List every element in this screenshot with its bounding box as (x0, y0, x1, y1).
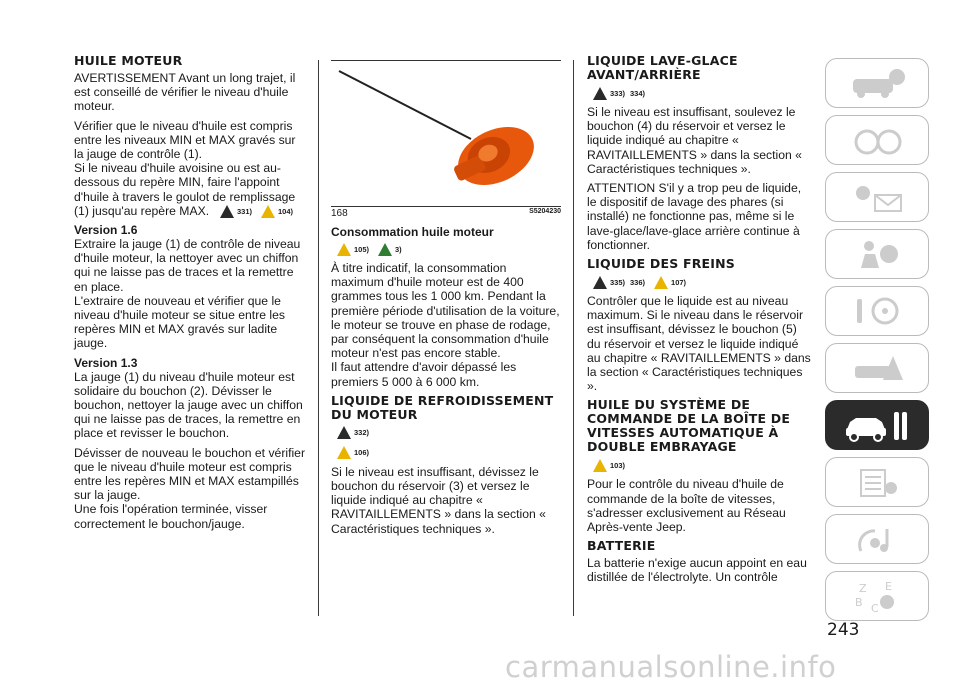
heading-battery: BATTERIE (587, 538, 656, 554)
heading-engine-oil: HUILE MOTEUR (74, 53, 183, 68)
caution-icon (593, 459, 607, 472)
car-info-icon (847, 67, 907, 99)
watermark: carmanualsonline.info (505, 650, 837, 684)
tab-car-info[interactable] (825, 58, 929, 108)
page-number: 243 (827, 620, 860, 640)
heading-washer-fluid: LIQUIDE LAVE-GLACE AVANT/ARRIÈRE (587, 53, 738, 82)
figure-number: 168 (331, 208, 348, 219)
warning-refs: 333) 334) (593, 85, 813, 101)
tab-emergency[interactable] (825, 343, 929, 393)
steering-icon (847, 295, 907, 327)
caution-icon (261, 205, 275, 218)
paragraph: À titre indicatif, la consommation maximum d'huile moteur est de 400 grammes tous les 1 000 km. Pendant la première période d'utilisation de la voiture, le moteur se trouve en phase de rodage, par conséquent la consommation d'huile moteur n'est pas encore stable. Il faut attendre d'avoir dépassé les premiers 5 000 à 6 000 km. (331, 261, 560, 389)
svg-text:Z: Z (859, 582, 867, 595)
column-divider (318, 60, 319, 616)
warning-refs: 106) (337, 445, 561, 461)
dashboard-icon (847, 124, 907, 156)
paragraph: La batterie n'exige aucun appoint en eau distillée de l'électrolyte. Un contrôle (587, 556, 807, 585)
chapter-tabs (825, 58, 930, 628)
warning-refs: 105) 3) (337, 241, 561, 257)
subheading-version-13: Version 1.3 (74, 355, 138, 370)
warning-refs: 331) 104) (220, 203, 306, 219)
car-wrench-icon (842, 408, 912, 442)
warning-refs: 335) 336) 107) (593, 274, 813, 290)
svg-text:C: C (871, 602, 879, 614)
tab-driving[interactable] (825, 286, 929, 336)
warning-refs: 332) (337, 425, 561, 441)
airbag-icon (847, 238, 907, 270)
svg-text:B: B (855, 596, 863, 609)
caution-icon (337, 243, 351, 256)
warning-refs: 103) (593, 457, 813, 473)
warning-car-icon (847, 352, 907, 384)
paragraph: AVERTISSEMENT Avant un long trajet, il est conseillé de vérifier le niveau d'huile moteur. (74, 71, 296, 114)
figure-code: S5204230 (529, 208, 561, 215)
caution-icon (654, 276, 668, 289)
column-left (74, 54, 306, 536)
tab-safety[interactable] (825, 229, 929, 279)
index-icon (847, 578, 907, 614)
tab-dashboard[interactable] (825, 115, 929, 165)
paragraph: Extraire la jauge (1) de contrôle de niveau d'huile moteur, la nettoyer avec un chiffon qui ne laisse pas de traces et la remettre en place. L'extraire de nouveau et vérifier que le niveau d'huile moteur se situe entre les repères MIN et MAX gravés sur ladite jauge. (74, 237, 301, 351)
figure-caption (331, 208, 561, 219)
spec-list-icon (847, 466, 907, 498)
tab-maintenance[interactable] (825, 400, 929, 450)
tab-technical-specs[interactable] (825, 457, 929, 507)
dipstick-cap-illustration (331, 61, 561, 206)
tab-index[interactable] (825, 571, 929, 621)
paragraph: Pour le contrôle du niveau d'huile de commande de la boîte de vitesses, s'adresser exclusivement au Réseau Après-vente Jeep. (587, 477, 786, 535)
paragraph: La jauge (1) du niveau d'huile moteur est solidaire du bouchon (2). Dévisser le bouchon, nettoyer la jauge avec un chiffon qui ne laisse pas de traces, la remettre en place et revisser le bouchon. (74, 369, 303, 441)
paragraph: Si le niveau est insuffisant, soulevez le bouchon (4) du réservoir et versez le liquide indiqué au chapitre « RAVITAILLEMENTS » dans la section « Caractéristiques techniques ». (587, 105, 802, 176)
figure-oil-dipstick (331, 60, 561, 207)
tab-lights-messages[interactable] (825, 172, 929, 222)
lights-mail-icon (847, 181, 907, 213)
danger-icon (593, 87, 607, 100)
environment-icon (378, 243, 392, 256)
heading-gearbox-oil: HUILE DU SYSTÈME DE COMMANDE DE LA BOÎTE DE VITESSES AUTOMATIQUE À DOUBLE EMBRAYAGE (587, 397, 791, 455)
paragraph: Contrôler que le liquide est au niveau maximum. Si le niveau dans le réservoir est insuffisant, dévissez le bouchon (5) du réservoir et versez le liquide indiqué au chapitre « RAVITAILLEMENTS » dans la section « Caractéristiques techniques ». (587, 294, 811, 394)
column-right (587, 54, 813, 590)
multimedia-icon (847, 523, 907, 555)
column-divider (573, 60, 574, 616)
heading-brake-fluid: LIQUIDE DES FREINS (587, 256, 735, 272)
svg-text:E: E (885, 580, 892, 593)
danger-icon (337, 426, 351, 439)
paragraph: Si le niveau est insuffisant, dévissez le bouchon du réservoir (3) et versez le liquide indiqué au chapitre « RAVITAILLEMENTS » dans la section « Caractéristiques techniques ». (331, 464, 546, 536)
paragraph: Vérifier que le niveau d'huile est compris entre les niveaux MIN et MAX gravés sur la jauge de contrôle (1). Si le niveau d'huile avoisine ou est au-dessous du repère MIN, faire l'appoint d'huile à travers le goulot de remplissage (1) jusqu'au repère MAX. (74, 118, 296, 218)
heading-coolant: LIQUIDE DE REFROIDISSEMENT DU MOTEUR (331, 392, 554, 422)
danger-icon (593, 276, 607, 289)
caution-icon (337, 446, 351, 459)
paragraph: ATTENTION S'il y a trop peu de liquide, le dispositif de lavage des phares (si installé) ne fonctionne pas, même si le lave-glace/lave-glace arrière continue à fonctionner. (587, 181, 802, 252)
subheading-version-16: Version 1.6 (74, 223, 138, 238)
column-middle (331, 54, 561, 541)
tab-multimedia[interactable] (825, 514, 929, 564)
subheading-oil-consumption: Consommation huile moteur (331, 225, 494, 239)
danger-icon (220, 205, 234, 218)
paragraph: Dévisser de nouveau le bouchon et vérifier que le niveau d'huile moteur est compris entre les repères MIN et MAX estampillés sur la jauge. Une fois l'opération terminée, visser correctement le bouchon/jauge. (74, 445, 306, 531)
